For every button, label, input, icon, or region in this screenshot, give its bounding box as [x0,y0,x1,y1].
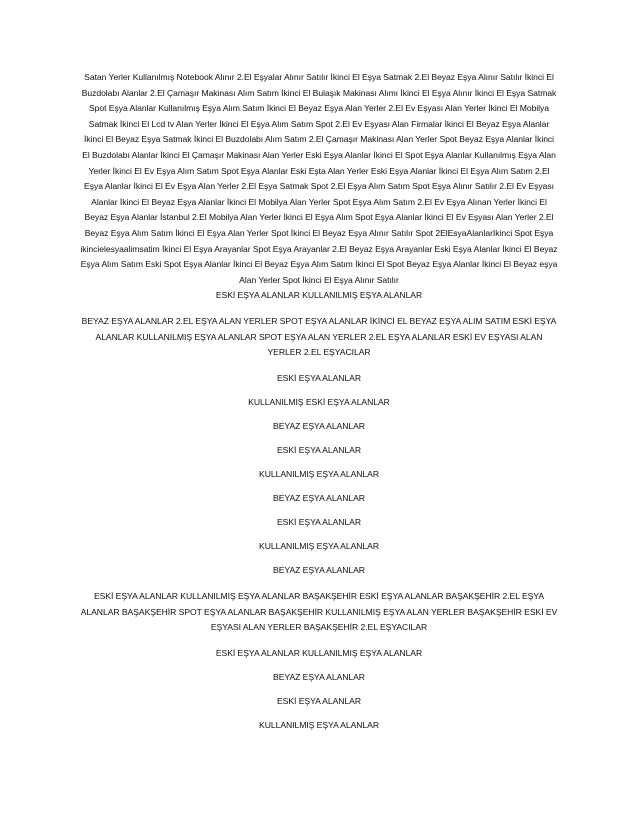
spacer [80,459,558,468]
spacer [80,686,558,695]
list-item: ESKİ EŞYA ALANLAR [276,372,362,383]
spacer [80,710,558,719]
caps-paragraph: BEYAZ EŞYA ALANLAR 2.EL EŞYA ALAN YERLER SPOT EŞYA ALANLAR İKİNCİ EL BEYAZ EŞYA ALIM SATIM ESKİ EŞYA ALANLAR KULLANILMIŞ EŞYA ALANLAR SPOT EŞYA ALAN YERLER 2.EL EŞYA ALANLAR ESKİ EV EŞYASI ALAN YERLER 2.EL EŞYACILAR [81,315,557,358]
intro-paragraph: Satan Yerler Kullanılmış Notebook Alınır 2.El Eşyalar Alınır Satılır İkinci El Eşya Satmak 2.El Beyaz Eşya Alınır Satılır İkinci El Buzdolabı Alanlar 2.El Çamaşır Makinası Alım Satım İkinci El Bulaşık Makinası Alımı İkinci El Eşya Alınır İkinci El Eşya Satmak Spot Eşya Alanlar Kullanılmış Eşya Alım Satım İkinci El Beyaz Eşya Alan Yerler 2.El Ev Eşyası Alan Yerler İkinci El Mobilya Satmak İkinci El Lcd tv Alan Yerler İkinci El Eşya Alım Satım Spot 2.El Ev Eşyası Alan Firmalar İkinci El Beyaz Eşya Alanlar İkinci El Beyaz Eşya Satmak İkinci El Buzdolabı Alım Satım 2.El Çamaşır Makinası Alan Yerler Spot Beyaz Eşya Alanlar İkinci El Buzdolabı Alanlar İkinci El Çamaşır Makinası Alan Yerler Eski Eşya Alanlar İkinci El Spot Eşya Alanlar Kullanılmış Eşya Alan Yerler İkinci El Ev Eşya Alım Satım Spot Eşya Alanlar Eski Eşta Alan Yerler Eski Eşya Alanlar İkinci El Eşya Alım Satım 2.El Eşya Alanlar İkinci El Ev Eşya Alan Yerler 2.El Eşya Satmak Spot 2.El Eşya Alım Satım Spot Eşya Alınır Satılır 2.El Ev Eşyası Alanlar İkinci El Beyaz Eşya Alanlar İkinci El Mobilya Alan Yerler Spot Eşya Alım Satım 2.El Ev Eşya Alınan Yerler İkinci El Beyaz Eşya Alanlar İstanbul 2.El Mobilya Alan Yerler İkinci El Eşya Alım Spot Eşya Alanlar İkinci El Ev Eşyası Alan Yerler 2.El Beyaz Eşya Alım Satım İkinci El Eşya Alan Yerler Spot İkinci El Beyaz Eşya Alınır Satılır Spot 2ElEsyaAlanlarIkinci Spot Eşya ikincielesyaalimsatim İkinci El Eşya Arayanlar Spot Eşya Arayanlar 2.El Beyaz Eşya Arayanlar Eski Eşya Alanlar İkinci El Beyaz Eşya Alım Satım Eski Spot Eşya Alanlar İkinci El Beyaz Eşya Alım Satım İkinci El Spot Beyaz Eşya Alanlar İkinci El Beyaz eşya Alan Yerler Spot İkinci El Eşya Alınır Satılır [80,72,558,285]
list-item: KULLANILMIŞ ESKİ EŞYA ALANLAR [248,396,390,407]
document-page [80,70,558,734]
heading-eski-kullanilmis-2: ESKİ EŞYA ALANLAR KULLANILMIŞ EŞYA ALANLAR [215,647,423,658]
list-item: ESKİ EŞYA ALANLAR [276,696,362,706]
spacer [80,483,558,492]
spacer [80,434,558,443]
spacer [80,410,558,419]
list-item: BEYAZ EŞYA ALANLAR [273,565,365,576]
spacer [80,507,558,516]
list-item: BEYAZ EŞYA ALANLAR [273,420,365,431]
spacer [80,531,558,540]
list-item: BEYAZ EŞYA ALANLAR [273,671,365,682]
list-item: BEYAZ EŞYA ALANLAR [273,493,365,504]
spacer [80,555,558,564]
spacer [80,304,558,314]
list-item: KULLANILMIŞ EŞYA ALANLAR [259,541,379,552]
list-item: ESKİ EŞYA ALANLAR [276,444,362,455]
spacer [80,636,558,646]
list-item: KULLANILMIŞ EŞYA ALANLAR [259,720,379,731]
basaksehir-paragraph: ESKİ EŞYA ALANLAR KULLANILMIŞ EŞYA ALANLAR BAŞAKŞEHİR ESKİ EŞYA ALANLAR BAŞAKŞEHİR 2.EL EŞYA ALANLAR BAŞAKŞEHİR SPOT EŞYA ALANLAR BAŞAKŞEHİR KULLANILMIŞ EŞYA ALAN YERLER BAŞAKŞEHİR ESKİ EV EŞYASI ALAN YERLER BAŞAKŞEHİR 2.EL EŞYACILAR [80,591,558,633]
list-item: KULLANILMIŞ EŞYA ALANLAR [259,469,379,480]
list-item: ESKİ EŞYA ALANLAR [276,517,362,528]
heading-eski-kullanilmis: ESKİ EŞYA ALANLAR KULLANILMIŞ EŞYA ALANLAR [215,290,423,301]
spacer [80,661,558,670]
spacer [80,386,558,395]
spacer [80,361,558,371]
spacer [80,579,558,589]
